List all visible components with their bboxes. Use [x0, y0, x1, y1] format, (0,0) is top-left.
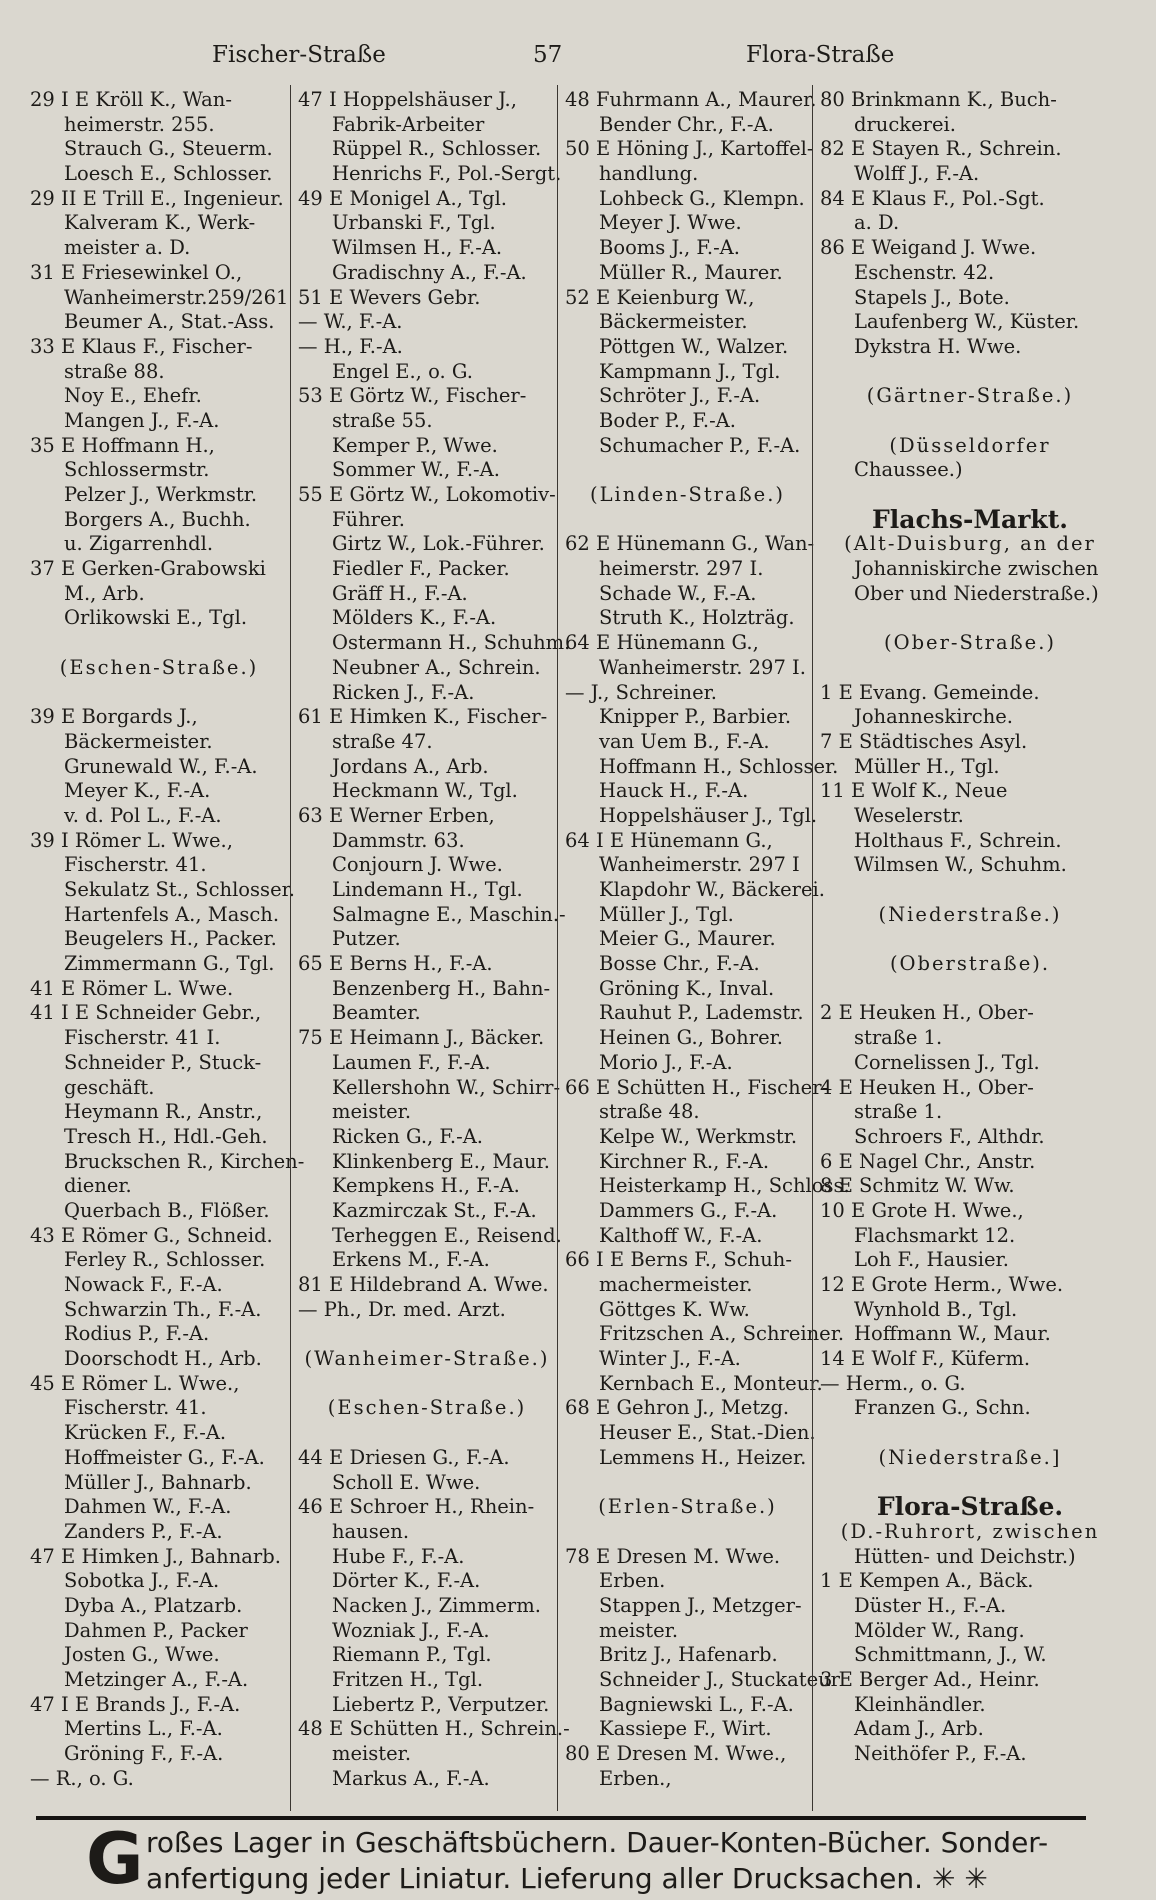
entry-line: 62 E Hünemann G., Wan-	[565, 532, 815, 556]
entry-line	[820, 1421, 1120, 1446]
entry-line: Erben.	[599, 1569, 666, 1593]
entry-line: straße 1.	[854, 1026, 943, 1050]
entry-line	[820, 656, 1120, 681]
entry-line: 8 E Schmitz W. Ww.	[820, 1174, 1015, 1198]
entry-line: Krücken F., F.-A.	[64, 1421, 227, 1445]
entry-line	[820, 878, 1120, 903]
entry-line: Lemmens H., Heizer.	[599, 1445, 807, 1469]
ad-line-2: anfertigung jeder Liniatur. Lieferung aller Drucksachen. ✳ ✳	[146, 1862, 988, 1895]
entry-line: Schlossermstr.	[64, 458, 210, 482]
entry-line: (Wanheimer-Straße.)	[304, 1347, 550, 1371]
entry-line: 31 E Friesewinkel O.,	[30, 260, 243, 284]
entry-line: 75 E Heimann J., Bäcker.	[298, 1026, 545, 1050]
entry-line: Fischerstr. 41 I.	[64, 1026, 221, 1050]
entry-line: straße 1.	[854, 1100, 943, 1124]
entry-line: Klapdohr W., Bäckerei.	[599, 878, 825, 901]
entry-line	[565, 458, 810, 483]
entry-line: Heckmann W., Tgl.	[332, 779, 518, 803]
entry-line: Weselerstr.	[854, 803, 964, 827]
entry-line: Dörter K., F.-A.	[332, 1569, 481, 1593]
entry-line	[298, 1372, 556, 1397]
entry-line: Pelzer J., Werkmstr.	[64, 483, 258, 506]
entry-line: Rauhut P., Lademstr.	[599, 1001, 804, 1025]
entry-line: Kelpe W., Werkmstr.	[599, 1124, 798, 1148]
entry-line: Putzer.	[332, 927, 401, 951]
entry-line: Zanders P., F.-A.	[64, 1519, 223, 1543]
entry-line: Grunewald W., F.-A.	[64, 754, 258, 778]
entry-line: Strauch G., Steuerm.	[64, 137, 273, 161]
entry-line: Stappen J., Metzger-	[599, 1593, 802, 1617]
column-3	[565, 88, 850, 1791]
entry-line	[820, 483, 1120, 508]
entry-line: Johanniskirche zwischen	[854, 557, 1099, 581]
entry-line	[565, 508, 810, 533]
entry-line: — R., o. G.	[30, 1766, 134, 1790]
header-right-street: Flora-Straße	[746, 42, 895, 68]
entry-line: 39 E Borgards J.,	[30, 705, 198, 729]
entry-line: Fabrik-Arbeiter	[332, 112, 485, 136]
entry-line: 47 I E Brands J., F.-A.	[30, 1692, 241, 1716]
entry-line: Stapels J., Bote.	[854, 285, 1010, 309]
entry-line: Dykstra H. Wwe.	[854, 334, 1022, 358]
entry-line: (D.-Ruhrort, zwischen	[840, 1519, 1100, 1543]
entry-line: Metzinger A., F.-A.	[64, 1668, 249, 1691]
entry-line: Winter J., F.-A.	[599, 1347, 741, 1371]
entry-line: hausen.	[332, 1519, 410, 1543]
entry-line: Laufenberg W., Küster.	[854, 310, 1080, 334]
entry-line: Conjourn J. Wwe.	[332, 853, 503, 877]
entry-line: 2 E Heuken H., Ober-	[820, 1001, 1034, 1025]
column-divider	[557, 85, 558, 1811]
entry-line: Rüppel R., Schlosser.	[332, 137, 542, 161]
entry-line: (Ober-Straße.)	[883, 631, 1057, 655]
header-left-street: Fischer-Straße	[212, 42, 386, 68]
entry-line: Holthaus F., Schrein.	[854, 828, 1062, 852]
entry-line: — Herm., o. G.	[820, 1371, 966, 1395]
entry-line: Liebertz P., Verputzer.	[332, 1692, 550, 1716]
entry-line: Kalveram K., Werk-	[64, 211, 256, 235]
entry-line: (Eschen-Straße.)	[59, 655, 259, 679]
entry-line	[298, 1322, 556, 1347]
entry-line: u. Zigarrenhdl.	[64, 532, 214, 556]
entry-line: 10 E Grote H. Wwe.,	[820, 1198, 1024, 1222]
entry-line: Beugelers H., Packer.	[64, 927, 277, 951]
entry-line	[30, 631, 288, 656]
entry-line: 86 E Weigand J. Wwe.	[820, 236, 1037, 260]
entry-line: Schmittmann, J., W.	[854, 1643, 1047, 1667]
entry-line: meister.	[599, 1618, 679, 1642]
entry-line: Henrichs F., Pol.-Sergt.	[332, 162, 562, 186]
entry-line: Fiedler F., Packer.	[332, 557, 510, 581]
entry-line: Wozniak J., F.-A.	[332, 1618, 490, 1642]
entry-line: straße 88.	[64, 359, 165, 383]
entry-line: Tresch H., Hdl.-Geh.	[64, 1124, 268, 1148]
entry-line: — H., F.-A.	[298, 334, 403, 358]
entry-line: Neithöfer P., F.-A.	[854, 1742, 1027, 1766]
entry-line: Orlikowski E., Tgl.	[64, 606, 248, 630]
entry-line: Schneider J., Stuckateur	[599, 1668, 840, 1691]
entry-line: heimerstr. 255.	[64, 112, 215, 136]
entry-line: Fischerstr. 41.	[64, 853, 207, 877]
entry-line: 44 E Driesen G., F.-A.	[298, 1445, 510, 1469]
entry-line	[298, 1421, 556, 1446]
entry-line: Britz J., Hafenarb.	[599, 1643, 778, 1667]
entry-line: Heuser E., Stat.-Dien.	[599, 1421, 816, 1445]
entry-line: 14 E Wolf F., Küferm.	[820, 1347, 1031, 1371]
entry-line: — Ph., Dr. med. Arzt.	[298, 1297, 506, 1321]
entry-line: (Alt-Duisburg, an der	[844, 532, 1096, 556]
entry-line: Wanheimerstr.259/261	[64, 285, 289, 309]
entry-line: Hauck H., F.-A.	[599, 779, 749, 803]
entry-line: Loh F., Hausier.	[854, 1248, 1009, 1272]
entry-line: machermeister.	[599, 1273, 753, 1296]
entry-line: 45 E Römer L. Wwe.,	[30, 1371, 240, 1395]
entry-line: Nowack F., F.-A.	[64, 1273, 223, 1296]
entry-line: Schröter J., F.-A.	[599, 384, 761, 408]
entry-line: Riemann P., Tgl.	[332, 1643, 492, 1667]
column-divider	[290, 85, 291, 1811]
entry-line: Wynhold B., Tgl.	[854, 1297, 1018, 1321]
entry-line: Mertins L., F.-A.	[64, 1717, 223, 1741]
entry-line: Gröning F., F.-A.	[64, 1742, 224, 1766]
entry-line: Kemper P., Wwe.	[332, 433, 498, 457]
entry-line: a. D.	[854, 211, 900, 235]
ad-line-1: roßes Lager in Geschäftsbüchern. Dauer-Konten-Bücher. Sonder-	[146, 1826, 1049, 1859]
entry-line: druckerei.	[854, 112, 956, 136]
column-4	[820, 88, 1120, 1767]
entry-line	[820, 977, 1120, 1002]
entry-line: — J., Schreiner.	[565, 680, 718, 704]
entry-line: Loesch E., Schlosser.	[64, 162, 273, 186]
entry-line: 53 E Görtz W., Fischer-	[298, 384, 527, 408]
entry-line: Scholl E. Wwe.	[332, 1470, 481, 1494]
entry-line: Sekulatz St., Schlosser.	[64, 878, 295, 901]
entry-line: Wanheimerstr. 297 I.	[599, 655, 806, 679]
entry-line: meister.	[332, 1742, 412, 1766]
entry-line: Flachsmarkt 12.	[854, 1223, 1016, 1247]
entry-line: Chaussee.)	[854, 458, 963, 482]
entry-line: Düster H., F.-A.	[854, 1593, 1007, 1617]
entry-line: 49 E Monigel A., Tgl.	[298, 186, 508, 210]
entry-line: Bäckermeister.	[64, 729, 213, 753]
column-2	[298, 88, 571, 1791]
entry-line: 80 Brinkmann K., Buch-	[820, 88, 1057, 111]
entry-line: Sommer W., F.-A.	[332, 458, 500, 482]
entry-line: 39 I Römer L. Wwe.,	[30, 828, 233, 852]
entry-line: Lohbeck G., Klempn.	[599, 186, 805, 210]
entry-line: 48 E Schütten H., Schrein.-	[298, 1717, 570, 1741]
entry-line: 68 E Gehron J., Metzg.	[565, 1396, 790, 1420]
entry-line: 7 E Städtisches Asyl.	[820, 729, 1028, 753]
entry-line: 55 E Görtz W., Lokomotiv-	[298, 483, 556, 506]
entry-line: Franzen G., Schn.	[854, 1396, 1031, 1420]
entry-line: Engel E., o. G.	[332, 359, 473, 383]
entry-line: Ricken G., F.-A.	[332, 1124, 483, 1148]
entry-line: 50 E Höning J., Kartoffel-	[565, 137, 814, 161]
entry-line: Terheggen E., Reisend.	[332, 1223, 562, 1247]
entry-line: (Gärtner-Straße.)	[866, 384, 1074, 408]
entry-line: Meier G., Maurer.	[599, 927, 776, 951]
entry-line: Schneider P., Stuck-	[64, 1050, 262, 1074]
entry-line: 64 I E Hünemann G.,	[565, 828, 773, 852]
entry-line: Müller J., Tgl.	[599, 902, 734, 926]
entry-line: Johanneskirche.	[854, 705, 1013, 729]
entry-line: 33 E Klaus F., Fischer-	[30, 334, 253, 358]
entry-line: Flora-Straße.	[876, 1492, 1064, 1522]
entry-line: Pöttgen W., Walzer.	[599, 334, 789, 358]
entry-line: Hoppelshäuser J., Tgl.	[599, 803, 818, 827]
entry-line: Neubner A., Schrein.	[332, 655, 541, 679]
entry-line: Beamter.	[332, 1001, 421, 1025]
entry-line: 3 E Berger Ad., Heinr.	[820, 1668, 1040, 1691]
entry-line: Lindemann H., Tgl.	[332, 878, 523, 901]
entry-line: Heinen G., Bohrer.	[599, 1026, 783, 1050]
entry-line: Mölder W., Rang.	[854, 1618, 1025, 1642]
entry-line	[820, 360, 1120, 385]
entry-line: Hartenfels A., Masch.	[64, 902, 280, 926]
entry-line: Heisterkamp H., Schloss.	[599, 1174, 850, 1198]
entry-line: Wolff J., F.-A.	[854, 162, 980, 186]
entry-line: Kempkens H., F.-A.	[332, 1174, 520, 1198]
entry-line: 41 I E Schneider Gebr.,	[30, 1001, 262, 1025]
entry-line: Borgers A., Buchh.	[64, 507, 251, 531]
entry-line: Erben.,	[599, 1766, 672, 1790]
entry-line: handlung.	[599, 162, 699, 186]
entry-line: 66 I E Berns F., Schuh-	[565, 1248, 792, 1272]
entry-line: Kampmann J., Tgl.	[599, 359, 781, 383]
entry-line: 6 E Nagel Chr., Anstr.	[820, 1149, 1036, 1173]
entry-line: Ricken J., F.-A.	[332, 680, 475, 704]
entry-line	[565, 1520, 810, 1545]
entry-line: Hoffmann W., Maur.	[854, 1322, 1051, 1346]
entry-line: Sobotka J., F.-A.	[64, 1569, 220, 1593]
entry-line: Noy E., Ehefr.	[64, 384, 202, 408]
entry-line	[30, 681, 288, 706]
entry-line: Laumen F., F.-A.	[332, 1050, 491, 1074]
entry-line: 66 E Schütten H., Fischer-	[565, 1075, 829, 1099]
entry-line: 80 E Dresen M. Wwe.,	[565, 1742, 787, 1766]
entry-line	[820, 606, 1120, 631]
entry-line: Meyer K., F.-A.	[64, 779, 211, 803]
entry-line: Boder P., F.-A.	[599, 408, 736, 432]
entry-line: 29 II E Trill E., Ingenieur.	[30, 186, 284, 210]
entry-line: Hoffmeister G., F.-A.	[64, 1445, 265, 1469]
entry-line: Nacken J., Zimmerm.	[332, 1593, 541, 1617]
entry-line: 48 Fuhrmann A., Maurer.	[565, 88, 817, 111]
entry-line: Querbach B., Flößer.	[64, 1198, 270, 1222]
entry-line: (Eschen-Straße.)	[327, 1396, 527, 1420]
entry-line: 12 E Grote Herm., Wwe.	[820, 1273, 1064, 1296]
entry-line: — W., F.-A.	[298, 310, 403, 334]
entry-line: Dyba A., Platzarb.	[64, 1593, 243, 1617]
entry-line: Flachs-Markt.	[872, 504, 1068, 534]
entry-line: Ostermann H., Schuhm.	[332, 631, 571, 655]
entry-line: Göttges K. Ww.	[599, 1297, 750, 1321]
entry-line: Ferley R., Schlosser.	[64, 1248, 266, 1272]
entry-line: Dahmen W., F.-A.	[64, 1495, 232, 1519]
entry-line: Bäckermeister.	[599, 310, 748, 334]
entry-line: v. d. Pol L., F.-A.	[64, 803, 222, 827]
entry-line: 51 E Wevers Gebr.	[298, 285, 481, 309]
entry-line: Gradischny A., F.-A.	[332, 260, 527, 284]
entry-line: Kleinhändler.	[854, 1692, 986, 1716]
entry-line: 78 E Dresen M. Wwe.	[565, 1544, 781, 1568]
entry-line: (Linden-Straße.)	[589, 483, 786, 506]
entry-line: 64 E Hünemann G.,	[565, 631, 759, 655]
entry-line: Adam J., Arb.	[854, 1717, 984, 1741]
entry-line: 29 I E Kröll K., Wan-	[30, 88, 232, 111]
entry-line: Bagniewski L., F.-A.	[599, 1692, 794, 1716]
entry-line: meister a. D.	[64, 236, 191, 260]
entry-line: Morio J., F.-A.	[599, 1050, 733, 1074]
entry-line: Kirchner R., F.-A.	[599, 1149, 770, 1173]
entry-line: Fritzschen A., Schreiner.	[599, 1322, 845, 1346]
entry-line: Hütten- und Deichstr.)	[854, 1544, 1076, 1568]
entry-line: Müller R., Maurer.	[599, 260, 783, 284]
entry-line: 46 E Schroer H., Rhein-	[298, 1495, 535, 1519]
entry-line: Jordans A., Arb.	[332, 754, 489, 778]
page-number: 57	[533, 42, 563, 68]
entry-line: 41 E Römer L. Wwe.	[30, 976, 234, 1000]
entry-line: 1 E Kempen A., Bäck.	[820, 1569, 1034, 1593]
entry-line: Booms J., F.-A.	[599, 236, 740, 260]
entry-line: straße 47.	[332, 729, 433, 753]
entry-line: Rodius P., F.-A.	[64, 1322, 210, 1346]
entry-line: Gröning K., Inval.	[599, 976, 775, 1000]
entry-line: Mölders K., F.-A.	[332, 606, 497, 630]
entry-line: (Düsseldorfer	[889, 433, 1051, 457]
entry-line: Meyer J. Wwe.	[599, 211, 742, 235]
entry-line: Gräff H., F.-A.	[332, 581, 468, 605]
entry-line: 43 E Römer G., Schneid.	[30, 1223, 273, 1247]
entry-line	[820, 927, 1120, 952]
entry-line: M., Arb.	[64, 581, 145, 605]
entry-line: (Erlen-Straße.)	[598, 1495, 777, 1519]
entry-line: Hoffmann H., Schlosser.	[599, 754, 839, 778]
entry-line: 4 E Heuken H., Ober-	[820, 1075, 1034, 1099]
entry-line: 37 E Gerken-Grabowski	[30, 557, 266, 581]
entry-line: Struth K., Holzträg.	[599, 606, 795, 630]
entry-line: 1 E Evang. Gemeinde.	[820, 680, 1040, 704]
entry-line: Heymann R., Anstr.,	[64, 1100, 263, 1124]
entry-line: Beumer A., Stat.-Ass.	[64, 310, 275, 334]
ad-initial: G	[86, 1818, 144, 1900]
entry-line: Cornelissen J., Tgl.	[854, 1050, 1040, 1074]
entry-line: Kazmirczak St., F.-A.	[332, 1198, 537, 1222]
footer-rule	[36, 1816, 1086, 1820]
entry-line: Kellershohn W., Schirr-	[332, 1075, 561, 1099]
entry-line: Markus A., F.-A.	[332, 1766, 490, 1790]
column-1	[30, 88, 305, 1791]
entry-line: straße 48.	[599, 1100, 700, 1124]
entry-line: (Oberstraße).	[889, 952, 1051, 976]
entry-line: Hube F., F.-A.	[332, 1544, 465, 1568]
entry-line: Bender Chr., F.-A.	[599, 112, 774, 136]
entry-line: Urbanski F., Tgl.	[332, 211, 496, 235]
entry-line: Schade W., F.-A.	[599, 581, 757, 605]
entry-line: Kassiepe F., Wirt.	[599, 1717, 772, 1741]
entry-line: Benzenberg H., Bahn-	[332, 976, 551, 1000]
entry-line: 84 E Klaus F., Pol.-Sgt.	[820, 186, 1045, 210]
entry-line: Müller J., Bahnarb.	[64, 1470, 252, 1494]
entry-line: Wilmsen W., Schuhm.	[854, 853, 1067, 877]
entry-line: Dammers G., F.-A.	[599, 1198, 778, 1222]
column-divider	[812, 85, 813, 1811]
entry-line: Erkens M., F.-A.	[332, 1248, 490, 1272]
entry-line: Ober und Niederstraße.)	[854, 581, 1099, 605]
entry-line: Bruckschen R., Kirchen-	[64, 1149, 305, 1173]
entry-line: Führer.	[332, 507, 405, 531]
entry-line: (Niederstraße.)	[878, 902, 1062, 926]
entry-line: diener.	[64, 1174, 132, 1198]
entry-line: 35 E Hoffmann H.,	[30, 433, 215, 457]
entry-line: Schumacher P., F.-A.	[599, 433, 801, 457]
entry-line: Doorschodt H., Arb.	[64, 1347, 262, 1371]
entry-line: 65 E Berns H., F.-A.	[298, 952, 493, 976]
entry-line	[820, 409, 1120, 434]
entry-line: 61 E Himken K., Fischer-	[298, 705, 548, 729]
entry-line: heimerstr. 297 I.	[599, 557, 764, 581]
entry-line: 81 E Hildebrand A. Wwe.	[298, 1273, 549, 1296]
entry-line: Bosse Chr., F.-A.	[599, 952, 760, 976]
entry-line: Kernbach E., Monteur.	[599, 1371, 823, 1395]
entry-line: van Uem B., F.-A.	[599, 729, 770, 753]
entry-line: Klinkenberg E., Maur.	[332, 1149, 550, 1173]
entry-line: Eschenstr. 42.	[854, 260, 995, 284]
entry-line	[565, 1471, 810, 1496]
entry-line: 47 I Hoppelshäuser J.,	[298, 88, 517, 111]
entry-line: Wilmsen H., F.-A.	[332, 236, 503, 260]
entry-line: Girtz W., Lok.-Führer.	[332, 532, 545, 556]
entry-line: Knipper P., Barbier.	[599, 705, 792, 729]
entry-line: Schwarzin Th., F.-A.	[64, 1297, 262, 1321]
entry-line: Schroers F., Althdr.	[854, 1124, 1045, 1148]
entry-line: geschäft.	[64, 1075, 155, 1099]
entry-line: Kalthoff W., F.-A.	[599, 1223, 763, 1247]
entry-line: 52 E Keienburg W.,	[565, 285, 755, 309]
entry-line: Wanheimerstr. 297 I	[599, 853, 800, 877]
entry-line: 82 E Stayen R., Schrein.	[820, 137, 1062, 161]
entry-line: meister.	[332, 1100, 412, 1124]
entry-line: Josten G., Wwe.	[64, 1643, 220, 1667]
entry-line: Dahmen P., Packer	[64, 1618, 248, 1642]
entry-line: Salmagne E., Maschin.-	[332, 902, 566, 926]
entry-line: 11 E Wolf K., Neue	[820, 779, 1008, 803]
entry-line: Zimmermann G., Tgl.	[64, 952, 275, 976]
entry-line: Dammstr. 63.	[332, 828, 465, 852]
entry-line: 47 E Himken J., Bahnarb.	[30, 1544, 281, 1568]
entry-line: Fritzen H., Tgl.	[332, 1668, 484, 1691]
entry-line: Müller H., Tgl.	[854, 754, 1000, 778]
entry-line: Mangen J., F.-A.	[64, 408, 220, 432]
entry-line: straße 55.	[332, 408, 433, 432]
entry-line: (Niederstraße.]	[878, 1445, 1062, 1469]
entry-line: 63 E Werner Erben,	[298, 803, 495, 827]
entry-line: Fischerstr. 41.	[64, 1396, 207, 1420]
